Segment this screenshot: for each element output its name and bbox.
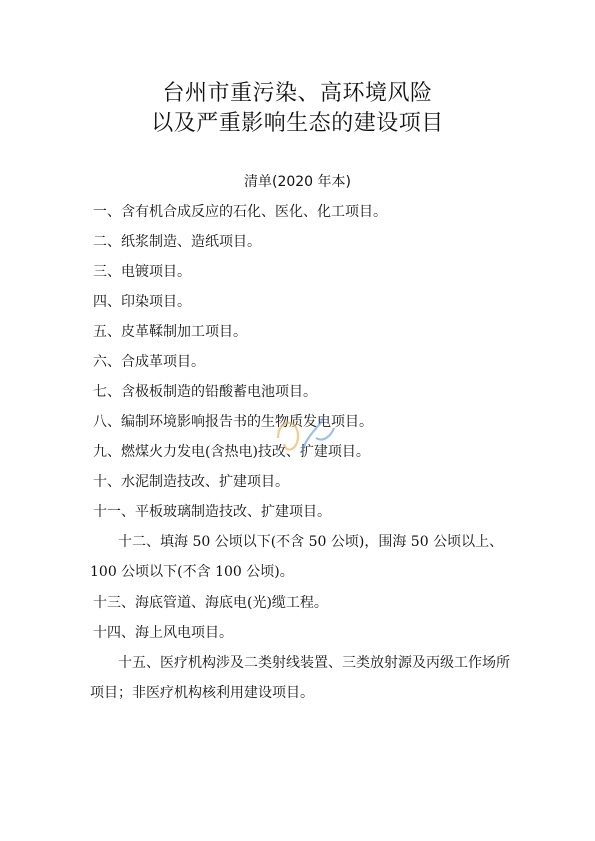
list-item: 九、燃煤火力发电(含热电)技改、扩建项目。 bbox=[93, 444, 370, 460]
list-item: 十五、医疗机构涉及二类射线装置、三类放射源及丙级工作场所项目；非医疗机构核利用建设项目。 bbox=[90, 655, 510, 701]
list-item: 三、电镀项目。 bbox=[93, 264, 191, 280]
list-item: 一、含有机合成反应的石化、医化、化工项目。 bbox=[93, 204, 387, 220]
document-subtitle: 清单(2020 年本) bbox=[243, 174, 351, 190]
list-item: 八、编制环境影响报告书的生物质发电项目。 bbox=[93, 414, 373, 430]
list-item: 十一、平板玻璃制造技改、扩建项目。 bbox=[93, 504, 331, 520]
list-item: 十四、海上风电项目。 bbox=[93, 625, 233, 641]
list-item: 二、纸浆制造、造纸项目。 bbox=[93, 234, 261, 250]
list-item: 十三、海底管道、海底电(光)缆工程。 bbox=[93, 595, 328, 611]
document-title-line-2: 以及严重影响生态的建设项目 bbox=[151, 111, 444, 136]
list-item: 十、水泥制造技改、扩建项目。 bbox=[93, 474, 289, 490]
list-item: 十二、填海 50 公顷以下(不含 50 公顷)，围海 50 公顷以上、100 公顷以下(不含 100 公顷)。 bbox=[90, 534, 504, 580]
list-item: 六、合成革项目。 bbox=[93, 354, 205, 370]
list-item: 七、含极板制造的铅酸蓄电池项目。 bbox=[93, 384, 317, 400]
list-item: 五、皮革鞣制加工项目。 bbox=[93, 324, 247, 340]
document-title-line-1: 台州市重污染、高环境风险 bbox=[162, 81, 433, 106]
list-item: 四、印染项目。 bbox=[93, 294, 191, 310]
